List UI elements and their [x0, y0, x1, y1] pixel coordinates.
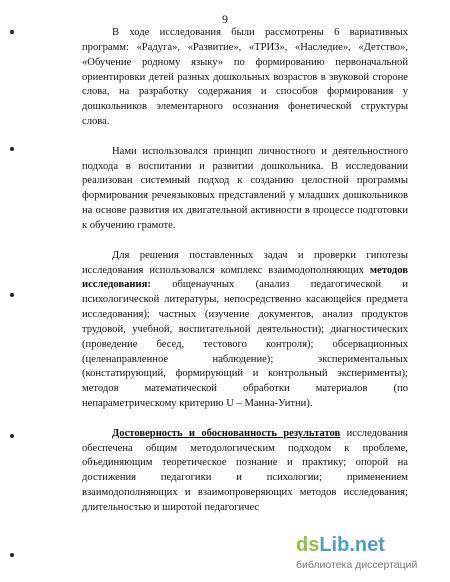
reliability-text: исследования обеспечена общим методологическим подходом к проблеме, объединяющим теоретическое познание и практику; опорой на достижения педагогики и психологии; применением взаимодополняющих и взаимопроверяющих методов исследования; длительностью и широтой педагогичес	[82, 427, 408, 513]
page-number: 9	[222, 12, 228, 26]
paragraph-programs: В ходе исследования были рассмотрены 6 вариативных программ: «Радуга», «Развитие», «ТРИЗ», «Наследие», «Детство», «Обучение родному языку» по формированию первоначальной ориентировки детей разных дошкольных возрастов в звуковой стороне слова, на разработку содержания и способов формирования у дошкольников элементарного осознания фонетической структуры слова.	[82, 27, 408, 128]
binding-mark	[10, 434, 14, 438]
dslib-watermark	[296, 534, 436, 574]
reliability-heading: Достоверность и обоснованность результатов	[112, 427, 341, 439]
paragraph-reliability	[82, 427, 408, 516]
methods-text-start: Для решения поставленных задач и проверки гипотезы исследования использовался комплекс взаимодополняющих	[82, 249, 408, 276]
watermark-caption: библиотека диссертаций	[296, 559, 418, 571]
methods-text-rest: общенаучных (анализ педагогической и психологической литературы, непосредственно касающейся предмета исследования); частных (изучение документов, анализ продуктов трудовой, учебной, воспитательной деятельности); диагностических (проведение бесед, тестового контроля); обсервационных (целенаправленное наблюдение); экспериментальных (констатирующий, формирующий и контрольный эксперименты); методов математической обработки материалов (по непараметрическому критерию U – Манна-Уитни).	[82, 279, 408, 410]
binding-mark	[10, 293, 14, 297]
document-body	[82, 26, 408, 516]
binding-mark	[10, 30, 14, 34]
binding-mark	[10, 147, 14, 151]
binding-mark	[10, 553, 14, 557]
paragraph-approach: Нами использовался принцип личностного и деятельностного подхода в воспитании и развитии дошкольника. В исследовании реализован системный подход к созданию целостной программы формирования речеязыковых представлений у младших дошкольников на основе развития их двигательной активности в процессе подготовки к обучению грамоте.	[82, 145, 408, 231]
methods-heading: методов исследования:	[82, 264, 408, 291]
dslib-logo: dsLib.net	[296, 534, 385, 556]
paragraph-methods	[82, 249, 408, 412]
